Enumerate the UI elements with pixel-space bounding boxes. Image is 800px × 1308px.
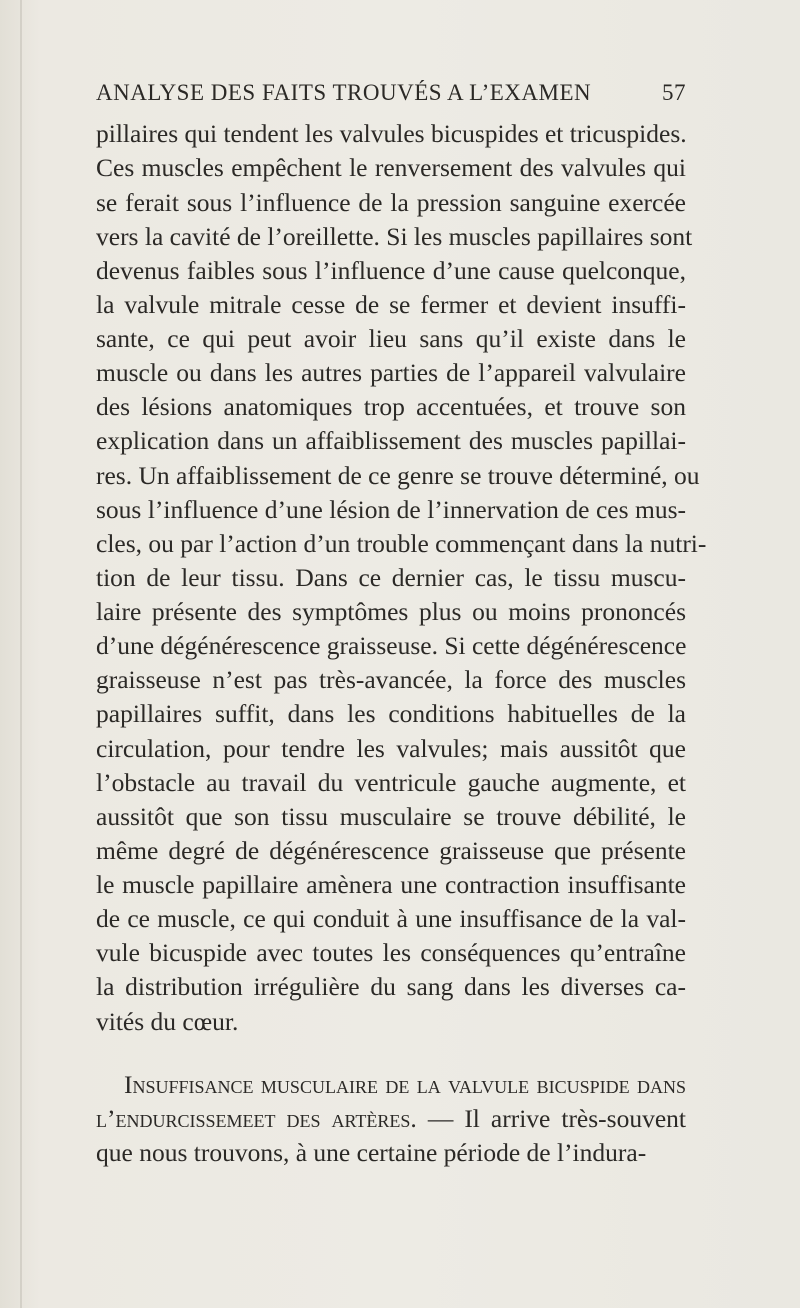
text-line: aussitôt que son tissu musculaire se trouve débilité, le xyxy=(96,802,686,831)
text-line: même degré de dégénérescence graisseuse que présente xyxy=(96,836,686,865)
header-title: ANALYSE DES FAITS TROUVÉS A L’EXAMEN xyxy=(96,80,592,105)
text-line: res. Un affaiblissement de ce genre se trouve déterminé, ou xyxy=(96,461,700,490)
text-line: devenus faibles sous l’influence d’une cause quelconque, xyxy=(96,256,686,285)
text-line: cles, ou par l’action d’un trouble commençant dans la nutri- xyxy=(96,529,707,558)
running-header xyxy=(96,80,686,106)
section-body-start: — Il arrive très-souvent xyxy=(416,1104,686,1133)
text-line: vités du cœur. xyxy=(96,1007,239,1036)
text-line: explication dans un affaiblissement des muscles papillai- xyxy=(96,426,686,455)
section-heading-text: Insuffisance musculaire de la valvule bicuspide dans xyxy=(124,1070,686,1099)
text-line: la distribution irrégulière du sang dans les diverses ca- xyxy=(96,972,686,1001)
text-line: d’une dégénérescence graisseuse. Si cette dégénérescence xyxy=(96,631,687,660)
page-edge-shadow xyxy=(20,0,22,1308)
text-line: vule bicuspide avec toutes les conséquences qu’entraîne xyxy=(96,938,686,967)
text-line: muscle ou dans les autres parties de l’appareil valvulaire xyxy=(96,358,686,387)
section-heading-smallcaps: l’endurcissemeet des artères. xyxy=(96,1104,417,1133)
text-line: se ferait sous l’influence de la pression sanguine exercée xyxy=(96,188,686,217)
page-number: 57 xyxy=(662,80,686,105)
section-heading-line xyxy=(124,1068,686,1102)
text-line: papillaires suffit, dans les conditions habituelles de la xyxy=(96,699,686,728)
text-line: sous l’influence d’une lésion de l’innervation de ces mus- xyxy=(96,495,686,524)
text-line: la valvule mitrale cesse de se fermer et devient insuffi- xyxy=(96,290,686,319)
text-line: sante, ce qui peut avoir lieu sans qu’il existe dans le xyxy=(96,324,686,353)
text-line: tion de leur tissu. Dans ce dernier cas, le tissu muscu- xyxy=(96,563,686,592)
text-line: vers la cavité de l’oreillette. Si les muscles papillaires sont xyxy=(96,222,693,251)
text-line: laire présente des symptômes plus ou moins prononcés xyxy=(96,597,686,626)
text-line: circulation, pour tendre les valvules; mais aussitôt que xyxy=(96,734,686,763)
text-line: des lésions anatomiques trop accentuées, et trouve son xyxy=(96,392,686,421)
text-line: de ce muscle, ce qui conduit à une insuffisance de la val- xyxy=(96,904,686,933)
text-line: le muscle papillaire amènera une contraction insuffisante xyxy=(96,870,686,899)
section-heading-continuation xyxy=(96,1102,686,1136)
text-line: graisseuse n’est pas très-avancée, la force des muscles xyxy=(96,665,686,694)
text-line: l’obstacle au travail du ventricule gauche augmente, et xyxy=(96,768,686,797)
text-line: que nous trouvons, à une certaine période de l’indura- xyxy=(96,1138,647,1167)
text-line: Ces muscles empêchent le renversement des valvules qui xyxy=(96,153,686,182)
text-line: pillaires qui tendent les valvules bicuspides et tricuspides. xyxy=(96,119,687,148)
